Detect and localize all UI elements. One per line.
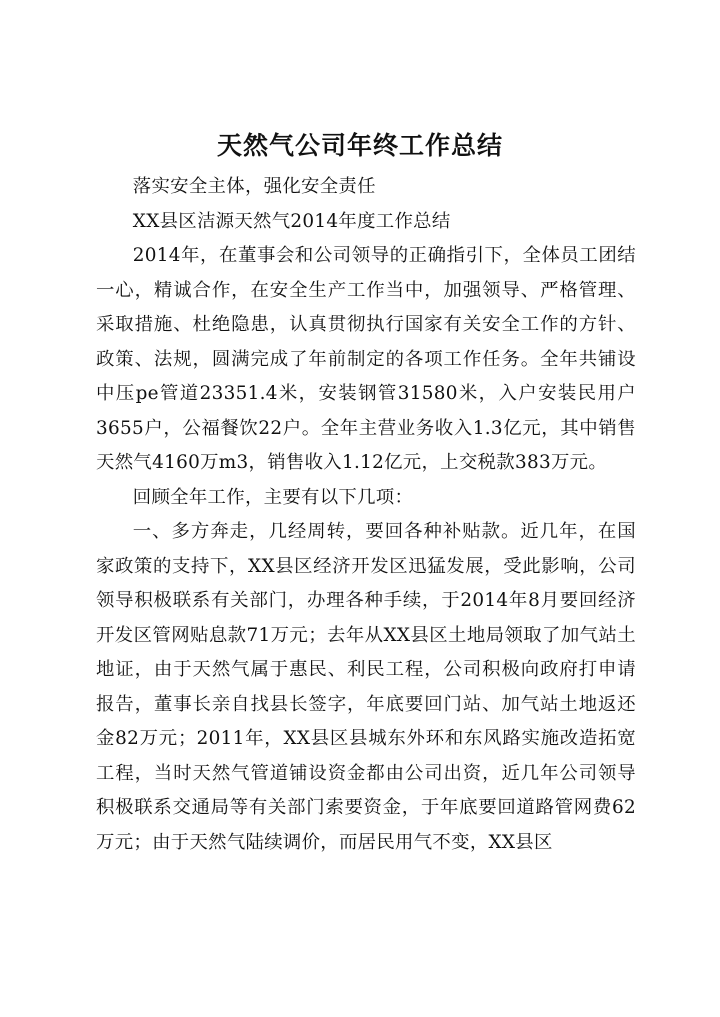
review-intro-paragraph: 回顾全年工作，主要有以下几项： [132,486,414,508]
document-title: 天然气公司年终工作总结 [216,131,503,160]
document-body [96,170,636,860]
report-heading-paragraph: XX县区洁源天然气2014年度工作总结 [132,210,451,232]
subsidy-paragraph: 一、多方奔走，几经周转，要回各种补贴款。近几年，在国家政策的支持下，XX县区经济开发区迅猛发展，受此影响，公司领导积极联系有关部门，办理各种手续，于2014年8月要回经济开发区管网贴息款71万元；去年从XX县区土地局领取了加气站土地证，由于天然气属于惠民、利民工程，公司积极向政府打申请报告，董事长亲自找县长签字，年底要回门站、加气站土地返还金82万元；2011年，XX县区县城东外环和东风路实施改造拓宽工程，当时天然气管道铺设资金都由公司出资，近几年公司领导积极联系交通局等有关部门索要资金，于年底要回道路管网费62万元；由于天然气陆续调价，而居民用气不变，XX县区 [96,521,636,853]
summary-paragraph: 2014年，在董事会和公司领导的正确指引下，全体员工团结一心，精诚合作，在安全生产工作当中，加强领导、严格管理、采取措施、杜绝隐患，认真贯彻执行国家有关安全工作的方针、政策、法规，圆满完成了年前制定的各项工作任务。全年共铺设中压pe管道23351.4米，安装钢管31580米，入户安装民用户3655户，公福餐饮22户。全年主营业务收入1.3亿元，其中销售天然气4160万m3，销售收入1.12亿元，上交税款383万元。 [96,245,636,473]
subtitle-paragraph: 落实安全主体，强化安全责任 [132,176,376,197]
